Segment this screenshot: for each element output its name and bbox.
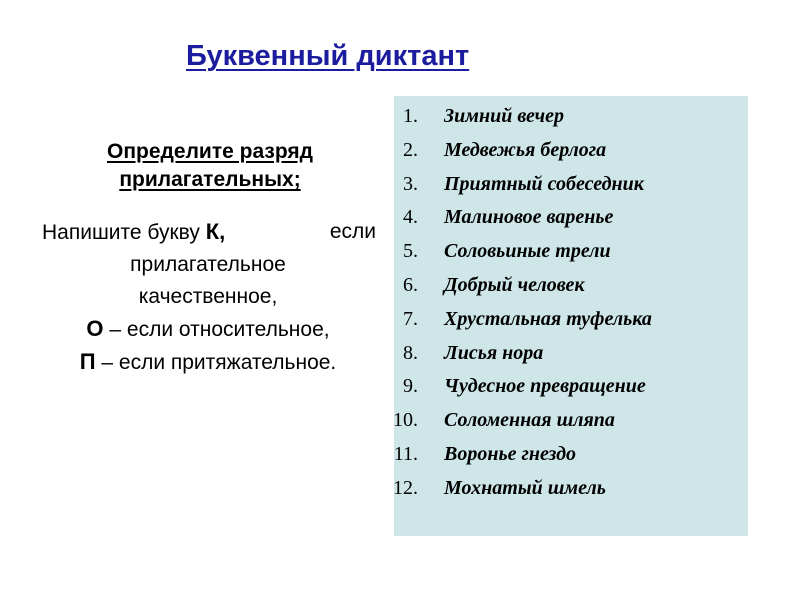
item-text: Зимний вечер xyxy=(444,105,565,127)
item-text: Мохнатый шмель xyxy=(444,476,606,499)
instructions xyxy=(36,216,380,379)
list-item xyxy=(368,201,652,235)
item-text: Хрустальная туфелька xyxy=(444,307,652,330)
instruction-relative: – если относительное, xyxy=(109,318,330,341)
item-number: 8. xyxy=(403,341,418,364)
word-list xyxy=(368,100,652,506)
item-number: 3. xyxy=(403,172,418,195)
item-text: Приятный собеседник xyxy=(444,172,644,195)
list-item xyxy=(368,235,652,269)
list-item xyxy=(368,303,652,337)
list-item xyxy=(368,100,652,134)
instruction-line-3: качественное, xyxy=(138,285,278,308)
letter-k: К, xyxy=(205,219,226,244)
item-text: Медвежья берлога xyxy=(444,138,607,161)
instruction-line-1 xyxy=(36,216,380,249)
list-item xyxy=(368,472,652,506)
item-number: 4. xyxy=(403,206,418,229)
instruction-line-4 xyxy=(36,313,380,346)
item-text: Воронье гнездо xyxy=(444,442,577,465)
task-heading: Определите разряд прилагательных; xyxy=(107,140,313,191)
list-item xyxy=(368,337,652,371)
list-item xyxy=(368,168,652,202)
item-number: 6. xyxy=(403,273,418,296)
instruction-possessive: – если притяжательное. xyxy=(101,351,337,374)
item-number: 5. xyxy=(403,240,418,263)
page-title: Буквенный диктант xyxy=(186,40,470,72)
item-text: Соловьиные трели xyxy=(444,240,611,263)
item-number: 11. xyxy=(393,442,418,465)
item-number: 12. xyxy=(393,476,418,499)
item-number: 2. xyxy=(403,138,418,161)
list-item xyxy=(368,370,652,404)
instruction-line-2: прилагательное xyxy=(130,253,286,276)
item-text: Чудесное превращение xyxy=(444,375,646,398)
item-number: 9. xyxy=(403,375,418,398)
list-item xyxy=(368,438,652,472)
instruction-line-5 xyxy=(36,346,380,379)
item-text: Добрый человек xyxy=(444,273,585,296)
item-text: Лисья нора xyxy=(444,341,544,364)
item-number: 7. xyxy=(403,307,418,330)
list-item xyxy=(368,269,652,303)
item-text: Соломенная шляпа xyxy=(444,409,615,432)
letter-o: О xyxy=(86,316,104,341)
instruction-if: если xyxy=(329,220,376,243)
list-item xyxy=(368,134,652,168)
instruction-k-part xyxy=(42,216,225,249)
item-text: Малиновое варенье xyxy=(444,206,614,229)
list-item xyxy=(368,404,652,438)
instruction-prefix: Напишите букву xyxy=(42,221,200,244)
letter-p: П xyxy=(79,349,96,374)
item-number: 10. xyxy=(393,409,418,432)
item-number: 1. xyxy=(403,105,418,127)
